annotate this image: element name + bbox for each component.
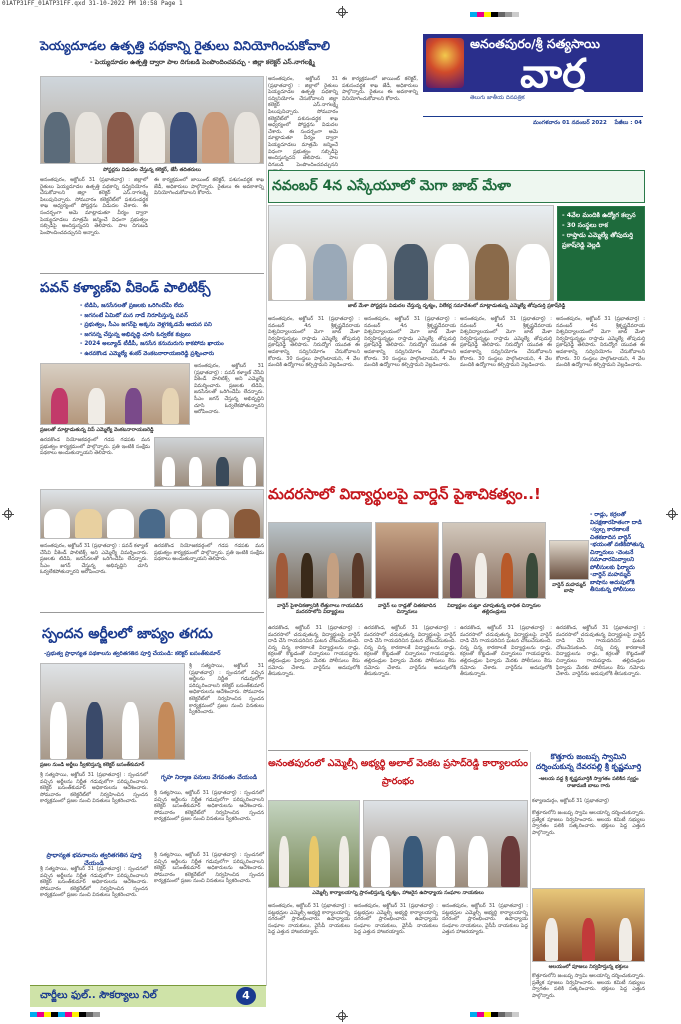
registration-mark <box>338 1012 346 1020</box>
photo-pawan-crowd <box>40 489 264 539</box>
pawan-bullet: - ఉరవకొండ ఎమ్మెల్యే శంకర్ వెంకటనారాయణరెడ్డి ప్రశ్నించారు <box>80 350 215 357</box>
section-rule <box>40 273 264 274</box>
body-job-mela-col2: అనంతపురం, అక్టోబర్ 31 (ప్రభాతవార్త) : నవంబర్ 4న శ్రీకృష్ణదేవరాయ విశ్వవిద్యాలయంలో మెగా జాబ్ మేళా నిర్వహిస్తున్నట్లు రాప్తాడు ఎమ్మెల్యే తోపుదుర్తి ప్రకాష్‌రెడ్డి తెలిపారు. నిరుద్యోగ యువత ఈ అవకాశాన్ని సద్వినియోగం చేసుకోవాలని కోరారు. 30 సంస్థలు పాల్గొంటాయని, 4 వేల మందికి ఉద్యోగాలు కల్పిస్తామని వెల్లడించారు. <box>364 316 456 369</box>
body-calf-scheme-col4: ఈ కార్యక్రమంలో జాయింట్ కలెక్టర్, పశుసంవర్ధక శాఖ జేడీ, అధికారులు పాల్గొన్నారు. రైతులు ఈ అవకాశాన్ని వినియోగించుకోవాలని కోరారు. <box>342 76 418 102</box>
body-mlc-col1: అనంతపురం, అక్టోబర్ 31 (ప్రభాతవార్త) : పట్టభద్రుల ఎమ్మెల్సీ అభ్యర్థి కార్యాలయాన్ని నగరంలో ప్రారంభించారు. ఉపాధ్యాయ సంఘాల నాయకులు, వైసీపీ నాయకులు పెద్ద ఎత్తున హాజరయ్యారు. <box>268 903 350 936</box>
column-rule <box>530 752 531 986</box>
photo-spandana <box>40 663 185 760</box>
color-bar <box>470 12 519 17</box>
pawan-bullet: - టిడిపి, జనసేనలతో ప్రజలకు ఒరిగిందేమీ లేదు <box>80 303 184 309</box>
body-pawan-col3: అనంతపురం, అక్టోబర్ 31 (ప్రభాతవార్త) : పవన్ కళ్యాణ్ చేసేవి వీకెండ్ పాలిటిక్స్ అని ఎమ్మెల్యే విమర్శించారు. ప్రజలకు టిడిపి, జనసేనలతో ఒరిగిందేమీ లేదన్నారు. సీఎం జగన్ చేస్తున్న అభివృద్ధిని చూసి ఓర్వలేకపోతున్నారని ఆరోపించారు. <box>40 543 148 576</box>
deck-calf-scheme: - పెయ్యదూడల ఉత్పత్తి ద్వారా పాల దిగుబడి పెంపొందించవచ్చు - జిల్లా కలెక్టర్ ఎస్.నాగలక్ష్మి <box>90 59 315 66</box>
body-mlc-col2: అనంతపురం, అక్టోబర్ 31 (ప్రభాతవార్త) : పట్టభద్రుల ఎమ్మెల్సీ అభ్యర్థి కార్యాలయాన్ని నగరంలో ప్రారంభించారు. ఉపాధ్యాయ సంఘాల నాయకులు, వైసీపీ నాయకులు పెద్ద ఎత్తున హాజరయ్యారు. <box>354 903 438 936</box>
masthead-tagline: తెలుగు జాతీయ దినపత్రిక <box>470 95 525 101</box>
job-mela-bullet: - 30 సంస్థలు రాక <box>562 222 608 229</box>
photo-kottur-temple <box>532 888 645 962</box>
place-kottur: కళ్యాణదుర్గం, అక్టోబర్ 31 (ప్రభాతవార్త) <box>532 798 609 804</box>
masthead-date: మంగళవారం 01 నవంబర్ 2022 <box>533 120 607 126</box>
headline-madrasa: మదరసాలో విద్యార్థులపై వార్డెన్ పైశాచికత్వం..! <box>268 485 541 503</box>
headline-mlc: అనంతపురంలో ఎమ్మెల్సీ అభ్యర్థి అలాల్ వెంకట ప్రసాద్‌రెడ్డి కార్యాలయం ప్రారంభం <box>268 758 528 787</box>
masthead-pages: పేజీలు : 04 <box>614 120 642 126</box>
body-pawan-col1: అనంతపురం, అక్టోబర్ 31 (ప్రభాతవార్త) : పవన్ కళ్యాణ్ చేసేవి వీకెండ్ పాలిటిక్స్ అని ఎమ్మెల్యే విమర్శించారు. ప్రజలకు టిడిపి, జనసేనలతో ఒరిగిందేమీ లేదన్నారు. సీఎం జగన్ చేస్తున్న అభివృద్ధిని చూసి ఓర్వలేకపోతున్నారని ఆరోపించారు. <box>194 363 264 416</box>
body-kottur-col1: కొత్తూరులోని జంబప్ప స్వామి ఆలయాన్ని దర్శించుకున్నారు. ప్రత్యేక పూజలు నిర్వహించారు. ఆలయ కమిటీ సభ్యులు స్వాగతం పలికి సత్కరించారు. భక్తులు పెద్ద ఎత్తున పాల్గొన్నారు. <box>532 810 645 836</box>
subhead-housing: గృహ నిర్మాణ పనులు వేగవంతం చేయండి <box>160 774 258 781</box>
caption-mlc: ఎమ్మెల్సీ కార్యాలయాన్ని ప్రారంభిస్తున్న దృశ్యం, హాజరైన ఉపాధ్యాయ సంఘాల నాయకులు <box>312 890 484 896</box>
masthead-edition: అనంతపురం/శ్రీ సత్యసాయి <box>470 36 600 51</box>
photo-mlc-2 <box>363 800 528 888</box>
body-pawan-col4: ఉరవకొండ నియోజకవర్గంలో గడప గడపకు మన ప్రభుత్వం కార్యక్రమంలో పాల్గొన్నారు. ప్రతి ఇంటికి సంక్షేమ పథకాలు అందుతున్నాయని తెలిపారు. <box>154 543 264 563</box>
photo-warden <box>549 540 589 580</box>
body-spandana-col5: శ్రీ సత్యసాయి, అక్టోబర్ 31 (ప్రభాతవార్త) : స్పందనలో వచ్చిన అర్జీలను నిర్ణీత గడువులోగా పరిష్కరించాలని కలెక్టర్ బసంత్‌కుమార్ అధికారులను ఆదేశించారు. సోమవారం కలెక్టరేట్‌లో నిర్వహించిన స్పందన కార్యక్రమంలో ప్రజల నుంచి వినతులు స్వీకరించారు. <box>154 852 264 885</box>
headline-calf-scheme: పెయ్యదూడల ఉత్పత్తి పథకాన్ని రైతులు వినియోగించుకోవాలి <box>40 38 331 53</box>
body-spandana-col4: శ్రీ సత్యసాయి, అక్టోబర్ 31 (ప్రభాతవార్త) : స్పందనలో వచ్చిన అర్జీలను నిర్ణీత గడువులోగా పరిష్కరించాలని కలెక్టర్ బసంత్‌కుమార్ అధికారులను ఆదేశించారు. సోమవారం కలెక్టరేట్‌లో నిర్వహించిన స్పందన కార్యక్రమంలో ప్రజల నుంచి వినతులు స్వీకరించారు. <box>40 866 148 899</box>
mlc-headline-box <box>268 755 528 795</box>
color-bar <box>30 1012 100 1017</box>
photo-madrasa-parents <box>442 522 546 599</box>
registration-mark <box>338 8 346 16</box>
column-rule <box>266 76 267 986</box>
pawan-bullet: - జగనంటే ఏమిటో మన నాడే నిరూపిస్తున్న పవన్ <box>80 312 188 319</box>
photo-collector-posters <box>40 76 264 164</box>
registration-mark <box>668 510 676 518</box>
pawan-bullet: - ప్రభుత్వం, సీఎం జగన్‌పై అక్కసు వెళ్లగక్కడమే ఆయన పని <box>80 322 212 328</box>
deck-spandana: -ప్రభుత్వ ప్రాధాన్యత పథకాలను త్వరితగతిన పూర్తి చేయండి: కలెక్టర్ బసంత్‌కుమార్ <box>44 651 221 657</box>
body-job-mela-col1: అనంతపురం, అక్టోబర్ 31 (ప్రభాతవార్త) : నవంబర్ 4న శ్రీకృష్ణదేవరాయ విశ్వవిద్యాలయంలో మెగా జాబ్ మేళా నిర్వహిస్తున్నట్లు రాప్తాడు ఎమ్మెల్యే తోపుదుర్తి ప్రకాష్‌రెడ్డి తెలిపారు. నిరుద్యోగ యువత ఈ అవకాశాన్ని సద్వినియోగం చేసుకోవాలని కోరారు. 30 సంస్థలు పాల్గొంటాయని, 4 వేల మందికి ఉద్యోగాలు కల్పిస్తామని వెల్లడించారు. <box>268 316 360 369</box>
caption-warden: వార్డెన్ మహమ్మద్ బాషా <box>552 582 586 594</box>
print-slug: 01ATP31FF_01ATP31FF.qxd 31-10-2022 PM 10:58 Page 1 <box>2 0 183 7</box>
photo-madrasa-students <box>268 522 372 599</box>
body-calf-scheme-col2: ఈ కార్యక్రమంలో జాయింట్ కలెక్టర్, పశుసంవర్ధక శాఖ జేడీ, అధికారులు పాల్గొన్నారు. రైతులు ఈ అవకాశాన్ని వినియోగించుకోవాలని కోరారు. <box>154 177 264 197</box>
body-calf-scheme-col3: అనంతపురం, అక్టోబర్ 31 (ప్రభాతవార్త) : జిల్లాలో రైతులు పెయ్యదూడల ఉత్పత్తి పథకాన్ని సద్వినియోగం చేసుకోవాలని జిల్లా కలెక్టర్ ఎస్.నాగలక్ష్మి పిలుపునిచ్చారు. సోమవారం కలెక్టరేట్‌లో పశుసంవర్ధక శాఖ ఆధ్వర్యంలో పోస్టర్లను విడుదల చేశారు. ఈ సందర్భంగా ఆమె మాట్లాడుతూ వీర్యం ద్వారా పెయ్యదూడలు మాత్రమే జన్మించే విధంగా ప్రభుత్వం సబ్సిడీపై అందిస్తున్నదని తెలిపారు. పాల దిగుబడి పెంపొందించవచ్చునని <box>268 76 338 168</box>
caption-madrasa-2: వార్డెన్ లు రాడ్లతో చితకబాదిన చిన్నారులు <box>377 603 437 615</box>
page-number: 4 <box>236 987 256 1005</box>
color-bar <box>470 1012 519 1017</box>
job-mela-bullet: - 4వేల మందికి ఉద్యోగ కల్పన <box>562 212 636 219</box>
body-kottur-col2: కొత్తూరులోని జంబప్ప స్వామి ఆలయాన్ని దర్శించుకున్నారు. ప్రత్యేక పూజలు నిర్వహించారు. ఆలయ కమిటీ సభ్యులు స్వాగతం పలికి సత్కరించారు. భక్తులు పెద్ద ఎత్తున పాల్గొన్నారు. <box>532 973 645 999</box>
body-spandana-col2: శ్రీ సత్యసాయి, అక్టోబర్ 31 (ప్రభాతవార్త) : స్పందనలో వచ్చిన అర్జీలను నిర్ణీత గడువులోగా పరిష్కరించాలని కలెక్టర్ బసంత్‌కుమార్ అధికారులను ఆదేశించారు. సోమవారం కలెక్టరేట్‌లో నిర్వహించిన స్పందన కార్యక్రమంలో ప్రజల నుంచి వినతులు స్వీకరించారు. <box>40 772 148 805</box>
body-madrasa-col4: ఉరవకొండ, అక్టోబర్ 31 (ప్రభాతవార్త) : మదరసాలో చదువుతున్న విద్యార్థులపై వార్డెన్ దాడి చేసి గాయపరిచిన ఘటన చోటుచేసుకుంది. చిన్న చిన్న కారణాలకే విద్యార్థులను రాడ్లు, కర్రలతో కొట్టడంతో చిన్నారులు గాయపడ్డారు. తల్లిదండ్రుల ఫిర్యాదు మేరకు పోలీసులు కేసు నమోదు చేశారు. వార్డెన్‌ను అదుపులోకి తీసుకున్నారు. <box>556 625 645 678</box>
masthead-logo-name: వార్త <box>520 50 586 97</box>
footer-teaser: చార్జీలు ఫుల్.. సౌకర్యాలు నిల్ <box>40 990 157 1001</box>
caption-kottur: ఆలయంలో పూజలు నిర్వహిస్తున్న భక్తులు <box>548 964 629 970</box>
body-spandana-col1: శ్రీ సత్యసాయి, అక్టోబర్ 31 (ప్రభాతవార్త) : స్పందనలో వచ్చిన అర్జీలను నిర్ణీత గడువులోగా పరిష్కరించాలని కలెక్టర్ బసంత్‌కుమార్ అధికారులను ఆదేశించారు. సోమవారం కలెక్టరేట్‌లో నిర్వహించిన స్పందన కార్యక్రమంలో ప్రజల నుంచి వినతులు స్వీకరించారు. <box>189 663 264 716</box>
body-madrasa-col2: ఉరవకొండ, అక్టోబర్ 31 (ప్రభాతవార్త) : మదరసాలో చదువుతున్న విద్యార్థులపై వార్డెన్ దాడి చేసి గాయపరిచిన ఘటన చోటుచేసుకుంది. చిన్న చిన్న కారణాలకే విద్యార్థులను రాడ్లు, కర్రలతో కొట్టడంతో చిన్నారులు గాయపడ్డారు. తల్లిదండ్రుల ఫిర్యాదు మేరకు పోలీసులు కేసు నమోదు చేశారు. వార్డెన్‌ను అదుపులోకి తీసుకున్నారు. <box>364 625 456 678</box>
photo-job-mela <box>268 205 554 301</box>
photo-mlc-1 <box>268 800 360 888</box>
body-madrasa-col1: ఉరవకొండ, అక్టోబర్ 31 (ప్రభాతవార్త) : మదరసాలో చదువుతున్న విద్యార్థులపై వార్డెన్ దాడి చేసి గాయపరిచిన ఘటన చోటుచేసుకుంది. చిన్న చిన్న కారణాలకే విద్యార్థులను రాడ్లు, కర్రలతో కొట్టడంతో చిన్నారులు గాయపడ్డారు. తల్లిదండ్రుల ఫిర్యాదు మేరకు పోలీసులు కేసు నమోదు చేశారు. వార్డెన్‌ను అదుపులోకి తీసుకున్నారు. <box>268 625 360 678</box>
section-rule <box>268 750 528 751</box>
headline-job-mela: నవంబర్ 4న ఎస్కేయూలో మెగా జాబ్ మేళా <box>272 178 512 194</box>
photo-madrasa-injury <box>375 522 439 599</box>
caption-collector-posters: పోస్టర్లను విడుదల చేస్తున్న కలెక్టర్, జేసీ తదితరులు <box>103 167 201 173</box>
pawan-bullet: - 2024 అల్యూడ్ టీడీపీ, జనసేన కనుమరుగు కాకపోదు ఖాయం <box>80 341 224 347</box>
madrasa-side-points: - రాడ్లు, కర్రలతో విచక్షణారహితంగా దాడి -స్వల్ప కారణాలకే చితకబాదిన వార్డెన్ -భయంతో వణికిపోతున్న చిన్నారులు -వెంటనే సమాచారమివ్వాలని పోలీసులకు ఫిర్యాదు -వార్డెన్ మహమ్మద్ బాషాను అదుపులోకి తీసుకున్న పోలీసులు <box>590 512 644 593</box>
pawan-bullets <box>80 302 266 359</box>
caption-madrasa-1: వార్డెన్ పైశాచికత్వానికి లేత్తుగాలు గాయపడిన మదరసాలోని విద్యార్థులు <box>276 603 364 615</box>
caption-madrasa-3: విద్యార్థుల చుట్టూ చూపుతున్న బాధిత చిన్నారుల తల్లిదండ్రులు <box>447 603 541 615</box>
photo-pawan-meeting <box>154 437 264 487</box>
job-mela-bullet: - రాప్తాడు ఎమ్మెల్యే తోపుదుర్తి ప్రకాష్‌రెడ్డి వెల్లడి <box>562 232 633 249</box>
body-madrasa-col3: ఉరవకొండ, అక్టోబర్ 31 (ప్రభాతవార్త) : మదరసాలో చదువుతున్న విద్యార్థులపై వార్డెన్ దాడి చేసి గాయపరిచిన ఘటన చోటుచేసుకుంది. చిన్న చిన్న కారణాలకే విద్యార్థులను రాడ్లు, కర్రలతో కొట్టడంతో చిన్నారులు గాయపడ్డారు. తల్లిదండ్రుల ఫిర్యాదు మేరకు పోలీసులు కేసు నమోదు చేశారు. వార్డెన్‌ను అదుపులోకి తీసుకున్నారు. <box>460 625 552 678</box>
job-mela-bullet-box <box>557 206 645 301</box>
body-mlc-col3: అనంతపురం, అక్టోబర్ 31 (ప్రభాతవార్త) : పట్టభద్రుల ఎమ్మెల్సీ అభ్యర్థి కార్యాలయాన్ని నగరంలో ప్రారంభించారు. ఉపాధ్యాయ సంఘాల నాయకులు, వైసీపీ నాయకులు పెద్ద ఎత్తున హాజరయ్యారు. <box>442 903 528 936</box>
section-rule <box>40 612 264 613</box>
caption-spandana: ప్రజల నుండి అర్జీలు స్వీకరిస్తున్న కలెక్టర్ బసంత్‌కుమార్ <box>40 762 145 768</box>
headline-spandana: స్పందన అర్జీలలో జాప్యం తగదు <box>42 626 213 642</box>
masthead-rule <box>423 116 643 117</box>
body-job-mela-col3: అనంతపురం, అక్టోబర్ 31 (ప్రభాతవార్త) : నవంబర్ 4న శ్రీకృష్ణదేవరాయ విశ్వవిద్యాలయంలో మెగా జాబ్ మేళా నిర్వహిస్తున్నట్లు రాప్తాడు ఎమ్మెల్యే తోపుదుర్తి ప్రకాష్‌రెడ్డి తెలిపారు. నిరుద్యోగ యువత ఈ అవకాశాన్ని సద్వినియోగం చేసుకోవాలని కోరారు. 30 సంస్థలు పాల్గొంటాయని, 4 వేల మందికి ఉద్యోగాలు కల్పిస్తామని వెల్లడించారు. <box>460 316 552 369</box>
deck-kottur: -ఆలయ వద్ద శ్రీ కృష్ణమూర్తికి స్వాగతం పలికిన స్వర్ణం రాజామణి బాబు గారు <box>538 776 639 789</box>
body-job-mela-col4: అనంతపురం, అక్టోబర్ 31 (ప్రభాతవార్త) : నవంబర్ 4న శ్రీకృష్ణదేవరాయ విశ్వవిద్యాలయంలో మెగా జాబ్ మేళా నిర్వహిస్తున్నట్లు రాప్తాడు ఎమ్మెల్యే తోపుదుర్తి ప్రకాష్‌రెడ్డి తెలిపారు. నిరుద్యోగ యువత ఈ అవకాశాన్ని సద్వినియోగం చేసుకోవాలని కోరారు. 30 సంస్థలు పాల్గొంటాయని, 4 వేల మందికి ఉద్యోగాలు కల్పిస్తామని వెల్లడించారు. <box>556 316 645 369</box>
headline-kottur: కొత్తూరు జంబప్ప స్వామిని దర్శించుకున్న దేవరపల్లి శ్రీ కృష్ణమూర్తి <box>535 752 642 771</box>
subhead-buildings: ప్రాధాన్యత భవనాలను త్వరితగతిన పూర్తి చేయండి <box>46 852 142 867</box>
deity-logo <box>426 38 464 88</box>
headline-pawan: పవన్ కళ్యాణ్‌వి వీకెండ్ పాలిటిక్స్ <box>40 280 211 296</box>
registration-mark <box>4 510 12 518</box>
body-spandana-col3: శ్రీ సత్యసాయి, అక్టోబర్ 31 (ప్రభాతవార్త) : స్పందనలో వచ్చిన అర్జీలను నిర్ణీత గడువులోగా పరిష్కరించాలని కలెక్టర్ బసంత్‌కుమార్ అధికారులను ఆదేశించారు. సోమవారం కలెక్టరేట్‌లో నిర్వహించిన స్పందన కార్యక్రమంలో ప్రజల నుంచి వినతులు స్వీకరించారు. <box>154 790 264 823</box>
body-calf-scheme-col1: అనంతపురం, అక్టోబర్ 31 (ప్రభాతవార్త) : జిల్లాలో రైతులు పెయ్యదూడల ఉత్పత్తి పథకాన్ని సద్వినియోగం చేసుకోవాలని జిల్లా కలెక్టర్ ఎస్.నాగలక్ష్మి పిలుపునిచ్చారు. సోమవారం కలెక్టరేట్‌లో పశుసంవర్ధక శాఖ ఆధ్వర్యంలో పోస్టర్లను విడుదల చేశారు. ఈ సందర్భంగా ఆమె మాట్లాడుతూ వీర్యం ద్వారా పెయ్యదూడలు మాత్రమే జన్మించే విధంగా ప్రభుత్వం సబ్సిడీపై అందిస్తున్నదని తెలిపారు. పాల దిగుబడి పెంపొందించవచ్చునని అన్నారు. <box>40 177 148 236</box>
caption-job-mela: జాబ్ మేళా పోస్టర్లను విడుదల చేస్తున్న దృశ్యం, విలేకర్ల సమావేశంలో మాట్లాడుతున్న ఎమ్మెల్యే తోపుదుర్తి ప్రకాష్‌రెడ్డి <box>347 303 566 309</box>
caption-mla-people: ప్రజలతో మాట్లాడుతున్న విప్ ఎమ్మెల్యే వెంకటనారాయణరెడ్డి <box>40 427 154 433</box>
pawan-bullet: - జగనన్న చేస్తున్న అభివృద్ధి చూసి ఓర్వలేక కుట్రలు <box>80 331 191 338</box>
body-pawan-col2: ఉరవకొండ నియోజకవర్గంలో గడప గడపకు మన ప్రభుత్వం కార్యక్రమంలో పాల్గొన్నారు. ప్రతి ఇంటికి సంక్షేమ పథకాలు అందుతున్నాయని తెలిపారు. <box>40 437 150 457</box>
photo-mla-people <box>40 363 190 425</box>
